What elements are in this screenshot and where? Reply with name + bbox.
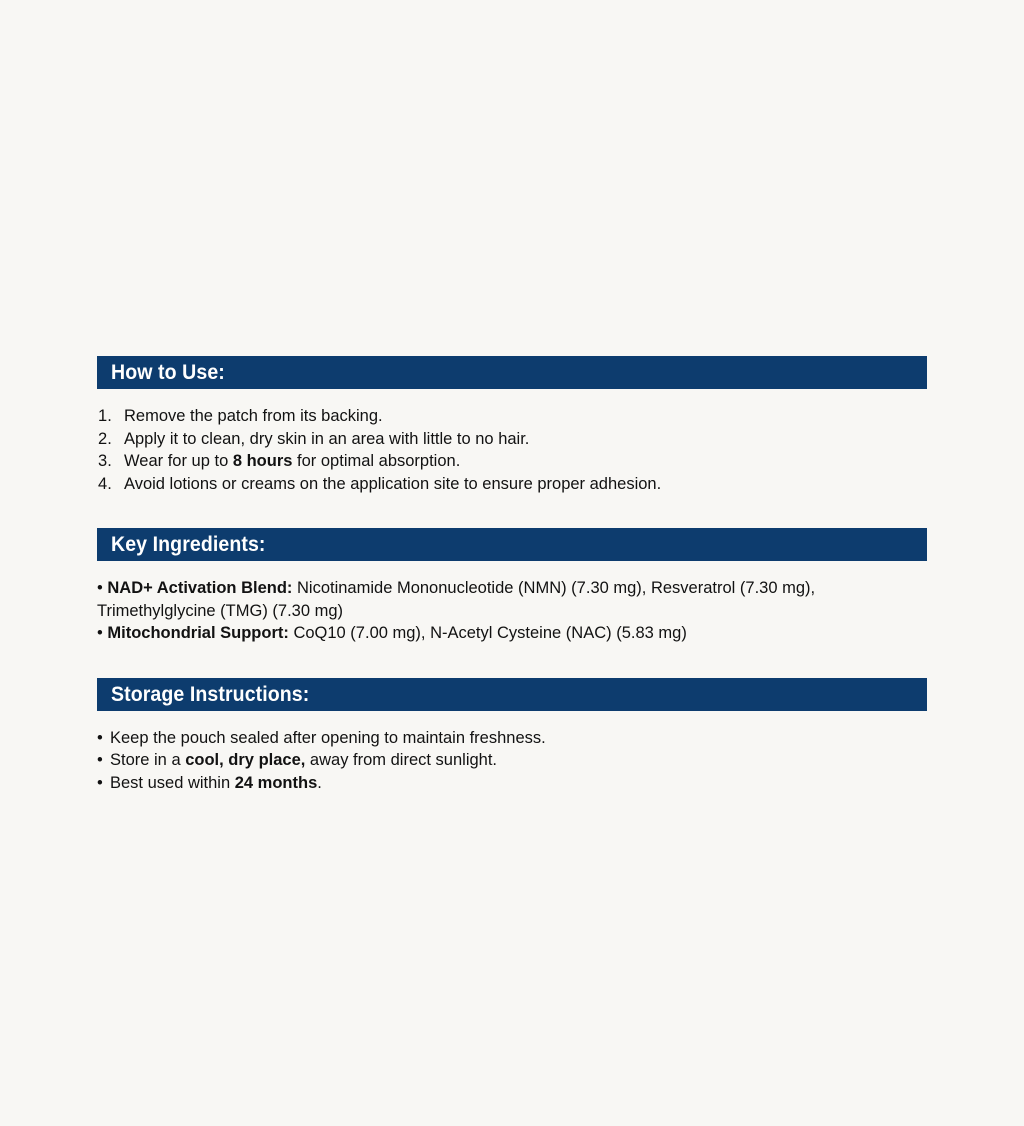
list-item [97, 622, 927, 645]
list-item-text: • [97, 579, 108, 597]
list-item-text: for optimal absorption. [292, 452, 461, 470]
storage-instructions-list [97, 727, 927, 795]
list-item-text: Remove the patch from its backing. [124, 407, 383, 425]
section-how-to-use [97, 356, 927, 495]
section-header-how-to-use [97, 356, 927, 389]
list-item [97, 727, 927, 750]
section-key-ingredients [97, 528, 927, 645]
list-item [97, 473, 927, 496]
list-item-text: CoQ10 (7.00 mg), N-Acetyl Cysteine (NAC) (5.83 mg) [288, 624, 687, 642]
list-item [97, 450, 927, 473]
section-body-storage-instructions [97, 711, 927, 795]
list-item-text: Avoid lotions or creams on the application site to ensure proper adhesion. [124, 474, 662, 493]
section-header-storage-instructions [97, 678, 927, 711]
section-title-how-to-use: How to Use: [111, 361, 225, 384]
emphasis-text: 24 months [234, 773, 318, 792]
section-title-storage-instructions: Storage Instructions: [111, 682, 310, 706]
emphasis-text: Mitochondrial Support: [107, 624, 289, 642]
list-item-text: • [97, 624, 108, 642]
list-item [97, 577, 927, 622]
list-item-text: Best used within [110, 773, 235, 792]
list-item-text: Nicotinamide Mononucleotide (NMN) (7.30 mg), Resveratrol (7.30 mg), Trimethylglycine (TMG) (7.30 mg) [97, 579, 816, 620]
list-item [97, 405, 927, 428]
list-item [97, 772, 927, 795]
emphasis-text: cool, dry place, [185, 751, 306, 769]
sections-container [97, 356, 927, 794]
list-item [97, 749, 927, 772]
list-item-text: . [317, 773, 322, 792]
emphasis-text: 8 hours [232, 452, 293, 470]
list-item-text: Store in a [110, 751, 186, 769]
section-header-key-ingredients [97, 528, 927, 561]
section-storage-instructions [97, 678, 927, 795]
section-title-key-ingredients: Key Ingredients: [111, 533, 266, 556]
emphasis-text: NAD+ Activation Blend: [107, 579, 293, 597]
section-body-key-ingredients [97, 561, 927, 645]
list-item-text: Apply it to clean, dry skin in an area with little to no hair. [124, 429, 530, 448]
list-item-text: Keep the pouch sealed after opening to maintain freshness. [110, 728, 546, 747]
how-to-use-step-list [97, 405, 927, 495]
list-item-text: away from direct sunlight. [305, 751, 498, 769]
section-body-how-to-use [97, 389, 927, 495]
list-item [97, 428, 927, 451]
list-item-text: Wear for up to [124, 452, 233, 470]
key-ingredients-list [97, 577, 927, 645]
